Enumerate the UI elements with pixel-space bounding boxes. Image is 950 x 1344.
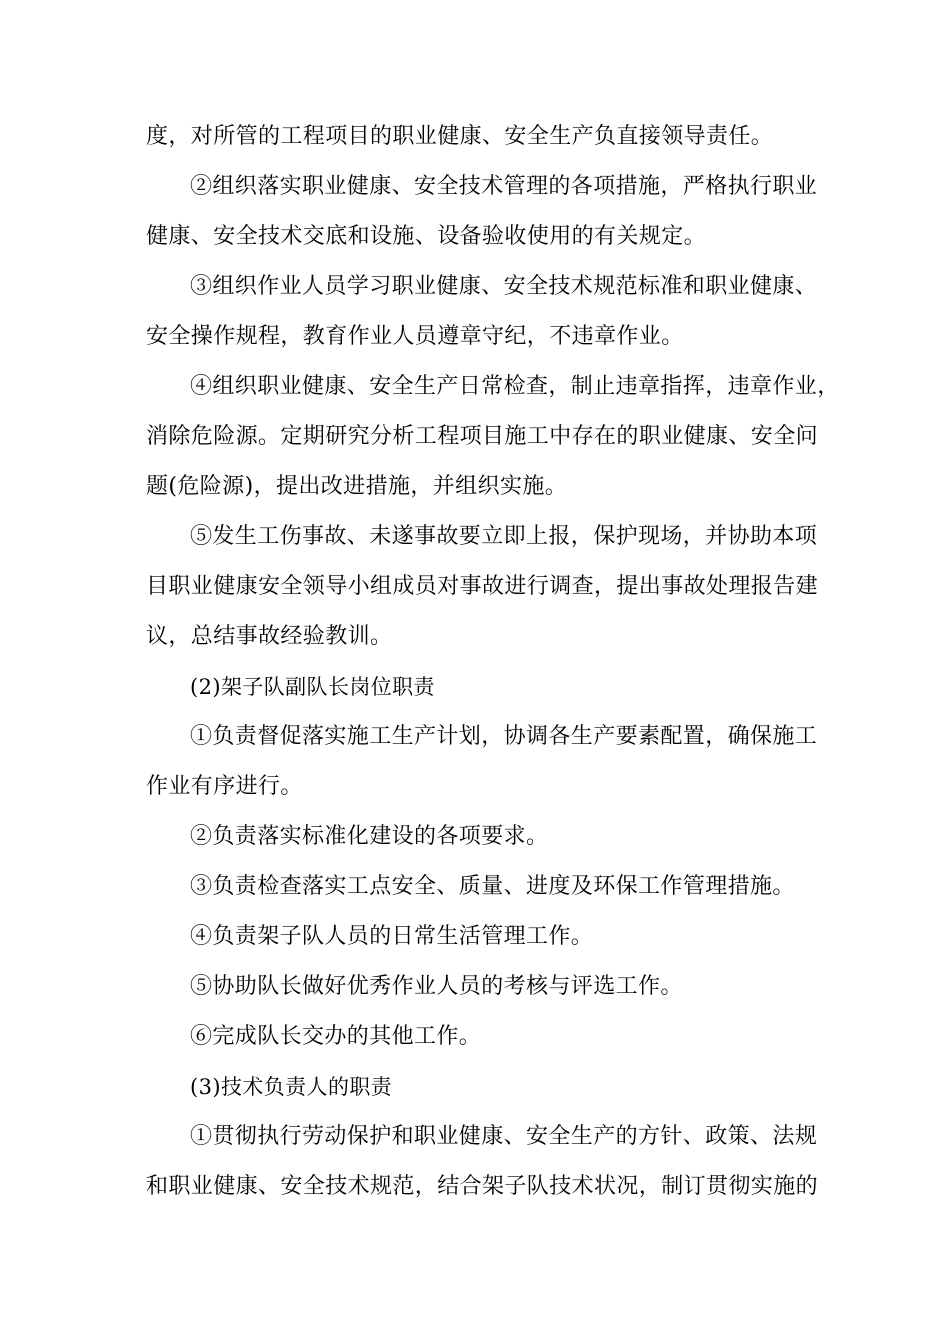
paragraph-line: ②负责落实标准化建设的各项要求。 — [190, 824, 549, 849]
paragraph-line: ⑤协助队长做好优秀作业人员的考核与评选工作。 — [190, 974, 683, 999]
paragraph-line: 目职业健康安全领导小组成员对事故进行调查，提出事故处理报告建 — [146, 574, 819, 599]
paragraph-line: ①负责督促落实施工生产计划，协调各生产要素配置，确保施工 — [190, 724, 818, 749]
paragraph-line: 题(危险源)，提出改进措施，并组织实施。 — [146, 474, 568, 499]
document-body — [146, 112, 840, 1212]
paragraph-line: 消除危险源。定期研究分析工程项目施工中存在的职业健康、安全问 — [146, 424, 819, 449]
paragraph-line: ⑤发生工伤事故、未遂事故要立即上报，保护现场，并协助本项 — [190, 524, 818, 549]
paragraph-line: ④组织职业健康、安全生产日常检查，制止违章指挥，违章作业， — [190, 374, 840, 399]
paragraph-line: 议，总结事故经验教训。 — [146, 624, 393, 649]
paragraph-line: ③组织作业人员学习职业健康、安全技术规范标准和职业健康、 — [190, 274, 818, 299]
paragraph-line: ⑥完成队长交办的其他工作。 — [190, 1024, 482, 1049]
paragraph-line: 度，对所管的工程项目的职业健康、安全生产负直接领导责任。 — [146, 124, 774, 149]
paragraph-line: ①贯彻执行劳动保护和职业健康、安全生产的方针、政策、法规 — [190, 1124, 818, 1149]
paragraph-line: 和职业健康、安全技术规范，结合架子队技术状况，制订贯彻实施的 — [146, 1174, 819, 1199]
paragraph-line: 作业有序进行。 — [146, 774, 303, 799]
paragraph-line: 健康、安全技术交底和设施、设备验收使用的有关规定。 — [146, 224, 707, 249]
section-heading: (2)架子队副队长岗位职责 — [190, 675, 435, 699]
paragraph-line: ④负责架子队人员的日常生活管理工作。 — [190, 924, 594, 949]
paragraph-line: ②组织落实职业健康、安全技术管理的各项措施，严格执行职业 — [190, 174, 818, 199]
section-heading: (3)技术负责人的职责 — [190, 1075, 393, 1099]
paragraph-line: 安全操作规程，教育作业人员遵章守纪，不违章作业。 — [146, 324, 684, 349]
paragraph-line: ③负责检查落实工点安全、质量、进度及环保工作管理措施。 — [190, 874, 795, 899]
